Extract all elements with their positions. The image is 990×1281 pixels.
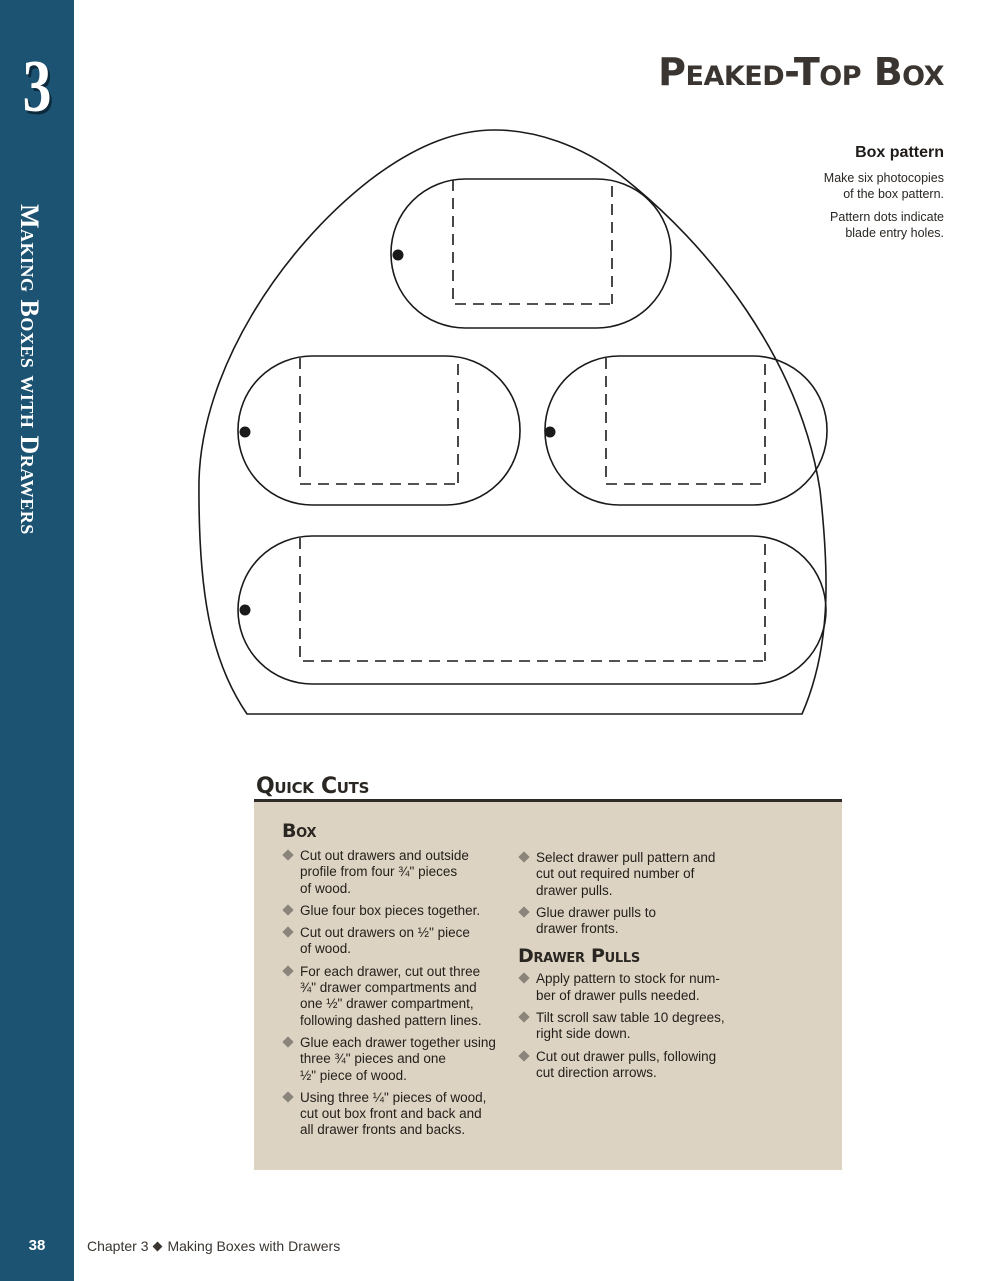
dashed-compartment-bottom [300, 538, 765, 661]
blade-entry-dot [393, 250, 404, 261]
list-item: For each drawer, cut out three ¾" drawer compartments and one ½" drawer compartment, following dashed pattern lines. [282, 964, 522, 1029]
chapter-sidebar [0, 0, 74, 1281]
diamond-bullet-icon [282, 1036, 293, 1047]
list-item: Cut out drawer pulls, following cut direction arrows. [518, 1049, 748, 1082]
list-item: Glue each drawer together using three ¾" pieces and one ½" piece of wood. [282, 1035, 522, 1084]
box-steps-list [282, 848, 522, 1139]
list-item: Cut out drawers and outside profile from four ¾" pieces of wood. [282, 848, 522, 897]
diamond-bullet-icon [518, 1050, 529, 1061]
diamond-bullet-icon [282, 965, 293, 976]
diamond-icon [153, 1242, 163, 1252]
drawer-pulls-subheading: Drawer Pulls [518, 945, 640, 968]
list-item: Select drawer pull pattern and cut out required number of drawer pulls. [518, 850, 748, 899]
list-item: Apply pattern to stock for num- ber of drawer pulls needed. [518, 971, 748, 1004]
chapter-number: 3 [22, 46, 52, 128]
quick-cuts-left-column [282, 820, 522, 1145]
diamond-bullet-icon [518, 851, 529, 862]
diamond-bullet-icon [282, 904, 293, 915]
diamond-bullet-icon [518, 1011, 529, 1022]
list-item: Using three ¼" pieces of wood, cut out box front and back and all drawer fronts and backs. [282, 1090, 522, 1139]
chapter-title-vertical: Making Boxes with Drawers [15, 204, 44, 535]
page-title: Peaked-Top Box [658, 50, 944, 94]
dashed-compartment-top [453, 180, 612, 304]
diamond-bullet-icon [518, 973, 529, 984]
caption-line: Pattern dots indicate [830, 210, 944, 224]
box-steps-continued-list [518, 850, 748, 937]
blade-entry-dot [545, 427, 556, 438]
page-number: 38 [28, 1237, 46, 1254]
box-outline [199, 130, 826, 714]
box-subheading: Box [282, 820, 317, 842]
page-footer [0, 1236, 500, 1258]
caption-line: of the box pattern. [843, 187, 944, 201]
diamond-bullet-icon [282, 1091, 293, 1102]
blade-entry-dot [240, 427, 251, 438]
drawer-outline-top [391, 179, 671, 328]
list-item: Glue drawer pulls to drawer fronts. [518, 905, 748, 938]
quick-cuts-panel [254, 802, 842, 1170]
blade-entry-dot [240, 605, 251, 616]
caption-line: Make six photocopies [823, 171, 944, 185]
running-footer [87, 1238, 340, 1254]
caption-heading: Box pattern [855, 144, 944, 161]
footer-chapter-label: Chapter 3 [87, 1238, 149, 1254]
diamond-bullet-icon [518, 906, 529, 917]
caption-line: blade entry holes. [845, 226, 944, 240]
quick-cuts-title: Quick Cuts [256, 774, 370, 799]
list-item: Tilt scroll saw table 10 degrees, right side down. [518, 1010, 748, 1043]
diamond-bullet-icon [282, 927, 293, 938]
drawer-outline-middle-left [238, 356, 520, 505]
list-item: Glue four box pieces together. [282, 903, 522, 919]
dashed-compartment-middle-left [300, 358, 458, 484]
diamond-bullet-icon [282, 849, 293, 860]
list-item: Cut out drawers on ½" piece of wood. [282, 925, 522, 958]
footer-section: Making Boxes with Drawers [167, 1238, 341, 1254]
quick-cuts-right-column [518, 850, 748, 1087]
dashed-compartment-middle-right [606, 358, 765, 484]
drawer-pulls-steps-list [518, 971, 748, 1081]
box-pattern-diagram [190, 120, 850, 730]
